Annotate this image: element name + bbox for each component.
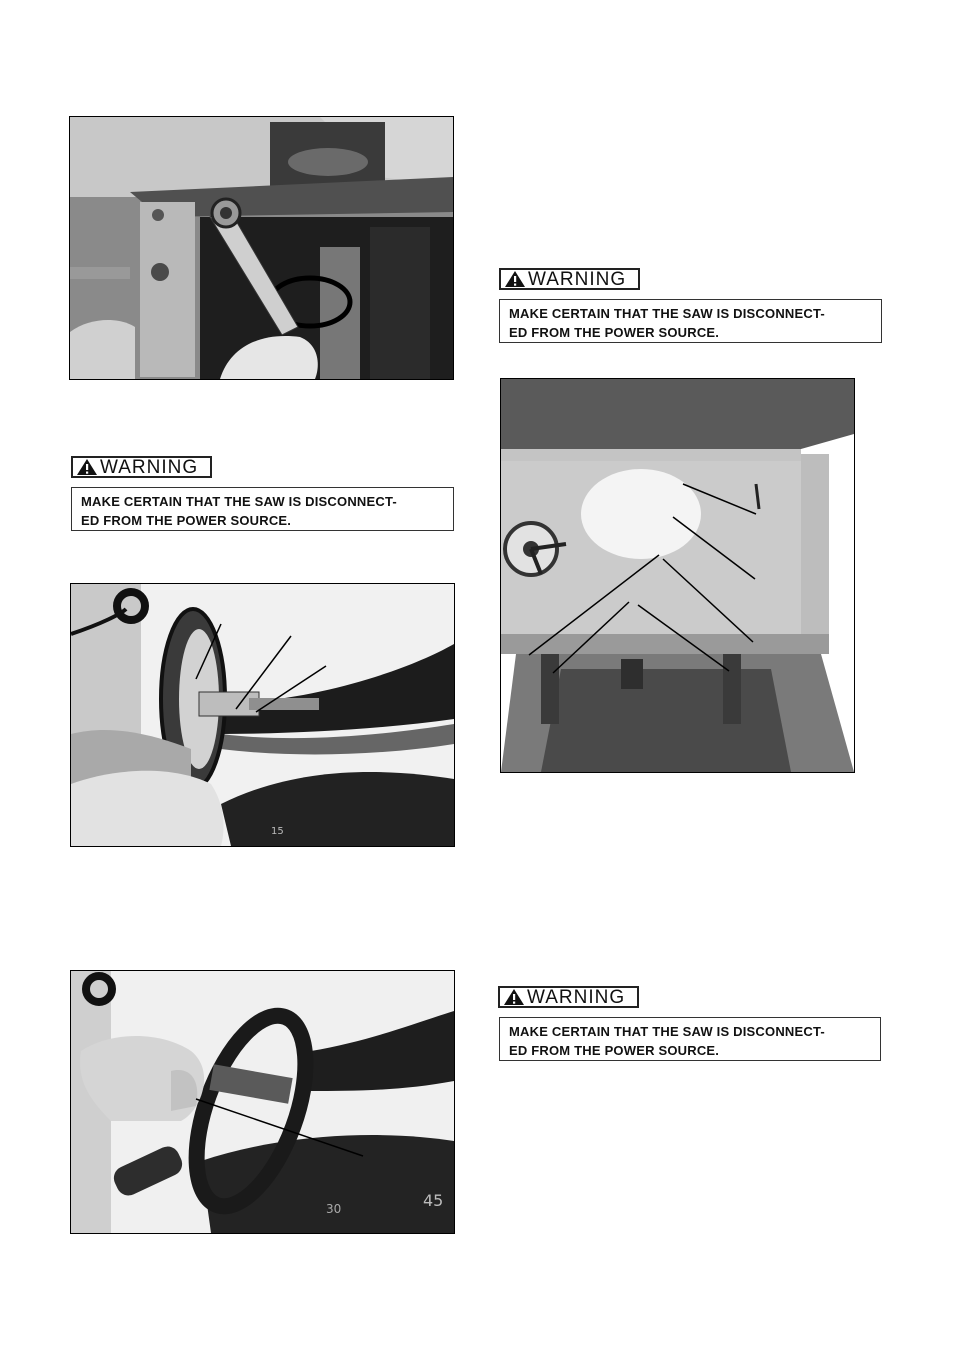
- warning-heading-2: [499, 268, 640, 290]
- photo-wrench-bracket: [69, 116, 454, 380]
- warning-heading-3: [498, 986, 639, 1008]
- handwheel-hand-image: [71, 971, 454, 1233]
- warning-message-2: [499, 299, 882, 343]
- handwheel-callouts-image: [71, 584, 454, 846]
- warning-message-1: [71, 487, 454, 531]
- scale-label-30: 30: [326, 1202, 342, 1216]
- photo-handwheel-callouts: [70, 583, 455, 847]
- warning-triangle-icon: [504, 270, 526, 288]
- saw-cabinet-image: [501, 379, 854, 772]
- warning-triangle-icon: [503, 988, 525, 1006]
- warning-heading-text: WARNING: [528, 268, 627, 290]
- warning-line-2: ED FROM THE POWER SOURCE.: [509, 1043, 720, 1058]
- scale-label-45: 45: [423, 1191, 444, 1210]
- photo-saw-cabinet: [500, 378, 855, 773]
- scale-label: 15: [271, 826, 284, 837]
- warning-triangle-icon: [76, 458, 98, 476]
- scale-label-15: 15: [233, 1196, 247, 1209]
- warning-line-1: MAKE CERTAIN THAT THE SAW IS DISCONNECT-: [509, 1024, 825, 1039]
- photo-handwheel-hand: [70, 970, 455, 1234]
- wrench-bracket-image: [70, 117, 453, 379]
- warning-line-2: ED FROM THE POWER SOURCE.: [81, 513, 292, 528]
- warning-line-1: MAKE CERTAIN THAT THE SAW IS DISCONNECT-: [81, 494, 397, 509]
- warning-heading-text: WARNING: [527, 986, 626, 1008]
- warning-message-3: [499, 1017, 881, 1061]
- warning-heading-text: WARNING: [100, 456, 199, 478]
- warning-heading-1: [71, 456, 212, 478]
- warning-line-1: MAKE CERTAIN THAT THE SAW IS DISCONNECT-: [509, 306, 825, 321]
- warning-line-2: ED FROM THE POWER SOURCE.: [509, 325, 720, 340]
